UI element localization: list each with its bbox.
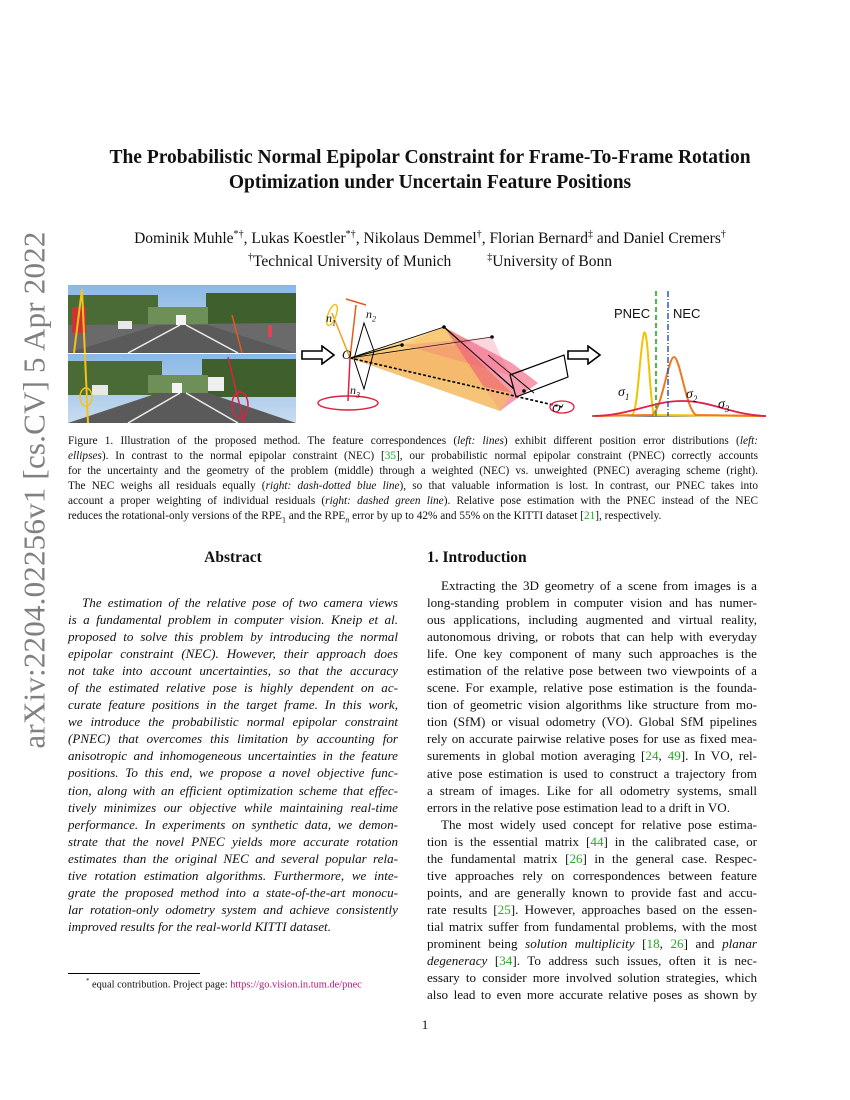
text-line: autonomous driving, or robots that can help with everyday: [427, 629, 757, 645]
arxiv-stamp: arXiv:2204.02256v1 [cs.CV] 5 Apr 2022: [17, 231, 53, 749]
text-line: of the estimated relative pose is highly dependent on ac-: [68, 680, 398, 696]
title-line-1: The Probabilistic Normal Epipolar Constraint for Frame-To-Frame Rotation: [109, 147, 751, 168]
text-line: tion of geometric vision algorithms like structure from mo-: [427, 697, 757, 713]
citation-link[interactable]: 26: [670, 935, 684, 951]
text-line: ative pose estimation is used to construct a trajectory from: [427, 765, 757, 781]
text-line: errors in the relative pose estimation lead to a drift in VO.: [427, 799, 731, 815]
footnote: * equal contribution. Project page: https://go.vision.in.tum.de/pnec: [86, 978, 362, 991]
label-origin: O: [342, 347, 352, 362]
text-line: estimates than the original NEC and several popular rela-: [68, 850, 398, 866]
text-line: tion (SfM) or visual odometry (VO). Global SfM pipelines: [427, 714, 757, 730]
page-number: 1: [421, 1017, 429, 1032]
text-line: ous applications, including augmented and virtual reality,: [427, 612, 757, 628]
text-line: tion, along with an efficient optimization scheme that effec-: [68, 782, 398, 798]
citation-link[interactable]: 25: [497, 901, 511, 917]
text-line: curate feature positions in the target frame. In this work,: [68, 697, 398, 713]
footnote-rule: [68, 973, 200, 974]
text-line: tive rotation estimation algorithms. Furthermore, we inte-: [68, 867, 398, 883]
text-line: performance. In experiments on synthetic data, we demon-: [68, 816, 398, 832]
text-line: scene. For example, relative pose estimation is the founda-: [427, 680, 757, 696]
legend-nec: NEC: [673, 306, 701, 321]
abstract-text: [68, 594, 398, 935]
author-line: Dominik Muhle*†, Lukas Koestler*†, Nikolaus Demmel†, Florian Bernard‡ and Daniel Cremers†: [134, 229, 726, 248]
figure-1: [68, 285, 768, 425]
text-line: proposed to solve this problem by introducing the normal: [68, 629, 398, 645]
citation-link[interactable]: 18: [646, 935, 660, 951]
citation-link[interactable]: 24: [645, 748, 659, 764]
text-line: positions. To this end, we propose a novel objective func-: [68, 765, 398, 781]
text-line: is a fundamental problem in computer vision. Kneip et al.: [68, 612, 398, 628]
text-line: grate the proposed method into a state-of-the-art monocu-: [68, 884, 398, 900]
text-line: long-standing problem in computer vision and has numer-: [427, 595, 757, 611]
text-line: we introduce the probabilistic normal epipolar constraint: [68, 714, 398, 730]
label-sigma1: $\sigma_1$: [618, 385, 630, 402]
legend-pnec: PNEC: [614, 306, 651, 321]
label-origin-prime: O′: [552, 401, 564, 415]
figure-caption: Figure 1. Illustration of the proposed method. The feature correspondences (left: lines) exhibit different position error distributions (left: ellipses). In contrast to the normal epipolar constraint (NEC) [35], our probabilistic normal epipolar constraint (PNEC) correctly accounts for the uncertainty and the geometry of the problem (middle) through a weighted (NEC) vs. unweighted (PNEC) averaging scheme (right). The NEC weighs all residuals equally (right: dash-dotted blue line), so that valuable information is lost. In contrast, our PNEC takes into account a proper weighting of individual residuals (right: dashed green line). Relative pose estimation with the PNEC instead of the NEC reduces the rotational-only versions of the $RPE_1$ and the $RPE_n$ error by up to 42% and 55% on the KITTI dataset [21], respectively.: [68, 435, 759, 525]
label-sigma3: $\sigma_3$: [718, 397, 730, 414]
text-line: (PNEC) that overcomes this limitation by accounting for: [68, 731, 398, 747]
text-line: The estimation of the relative pose of two camera views: [82, 595, 398, 610]
author-block: [70, 225, 790, 271]
text-line: strate that the novel PNEC yields more accurate rotation: [68, 833, 398, 849]
project-page-link[interactable]: https://go.vision.in.tum.de/pnec: [230, 979, 362, 991]
citation-link[interactable]: 49: [667, 748, 681, 764]
text-line: epipolar constraint (NEC). However, their approach does: [68, 646, 398, 662]
text-line: lar rotation-only odometry system and achieve consistently: [68, 901, 398, 917]
abstract-heading: Abstract: [204, 549, 262, 566]
citation-link[interactable]: 26: [569, 850, 583, 866]
label-sigma2: $\sigma_2$: [686, 387, 698, 404]
text-line: a stream of images. Like for all odometry systems, small: [427, 782, 757, 798]
text-line: not take into account uncertainties, so that the accuracy: [68, 663, 398, 679]
title-line-2: Optimization under Uncertain Feature Positions: [228, 172, 632, 193]
paper-title: [70, 145, 790, 195]
citation-link[interactable]: 34: [499, 953, 513, 969]
text-line: estimation of the relative pose between two viewpoints of a: [427, 663, 757, 679]
label-n2: $n_2$: [366, 307, 376, 324]
introduction-heading: 1. Introduction: [427, 549, 527, 566]
label-n3: $n_3$: [350, 383, 360, 400]
text-line: improved results for the real-world KITTI dataset.: [68, 918, 331, 934]
epipolar-geometry-diagram: [312, 293, 582, 423]
text-line: Extracting the 3D geometry of a scene from images is a: [441, 578, 757, 593]
text-line: anisotropic and inhomogeneous uncertainties in the feature: [68, 748, 398, 764]
citation-link[interactable]: 35: [384, 450, 397, 463]
label-n1: $n_1$: [326, 311, 336, 328]
affiliation-line: †Technical University of Munich ‡University of Bonn: [248, 252, 612, 271]
introduction-text: Extracting the 3D geometry of a scene from images is a long-standing problem in computer vision and has numer- ous applications, including augmented and virtual reality, autonomous driving, or robots that can help with everyday life. One key component of many such approaches is the estimation of the relative pose between two viewpoints of a scene. For example, relative pose estimation is the founda- tion of geometric vision algorithms like structure from mo- tion (SfM) or visual odometry (VO). Global SfM pipelines rely on accurate pairwise relative poses for use as fixed mea- surements in global motion averaging [24, 49]. In VO, rel- ative pose estimation is used to construct a trajectory from a stream of images. Like for all odometry systems, small errors in the relative pose estimation lead to a drift in VO. The most widely used concept for relative pose estima- tion is the essential matrix [44] in the calibrated case, or the fundamental matrix [26] in the general case. Respec- tive approaches rely on correspondences between feature points, and are generally known to provide fast and accu- rate results [25]. However, approaches based on the essen- tial matrix suffer from fundamental problems, with the most prominent being solution multiplicity [18, 26] and planar degeneracy [34]. To address such issues, often it is nec- essary to consider more involved solution strategies, which also lead to even more accurate relative poses as shown by: [427, 578, 758, 1003]
text-line: life. One key component of many such approaches is the: [427, 646, 757, 662]
citation-link[interactable]: 21: [583, 510, 596, 523]
text-line: rely on accurate pairwise relative poses for use as fixed mea-: [427, 731, 757, 747]
kitti-street-photos: [68, 285, 296, 423]
citation-link[interactable]: 44: [590, 833, 604, 849]
text-line: tively minimizes our objective while maintaining real-time: [68, 799, 398, 815]
